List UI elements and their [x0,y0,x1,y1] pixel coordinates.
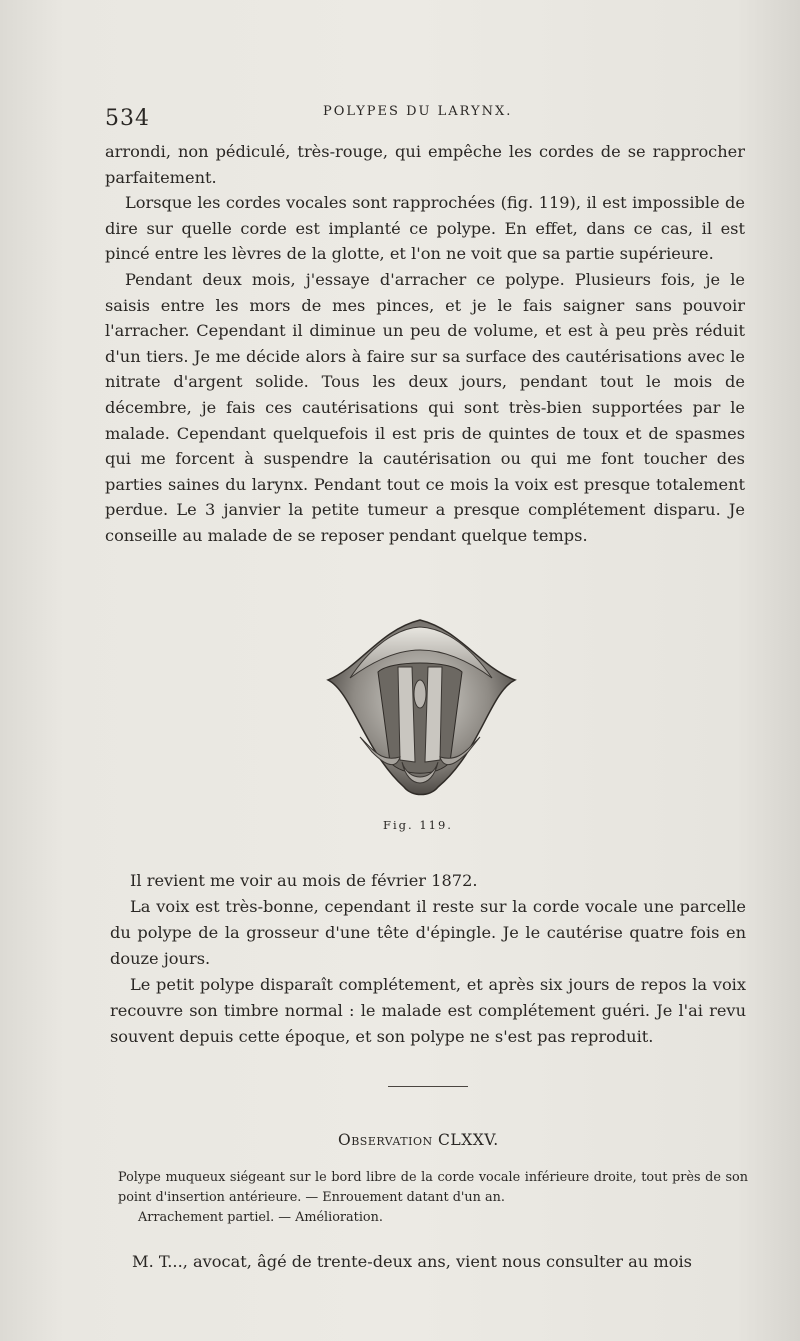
paragraph: Lorsque les cordes vocales sont rapprochées (fig. 119), il est impossible de dire sur quelle corde est implanté ce polype. En effet, dans ce cas, il est pincé entre les lèvres de la glotte, et l'on ne voit que sa partie supérieure. [105,193,745,264]
page-header [105,102,745,132]
summary-line: Arrachement partiel. — Amélioration. [138,1210,383,1225]
paragraph: Pendant deux mois, j'essaye d'arracher ce polype. Plusieurs fois, je le saisis entre les mors de mes pinces, et je le fais saigner sans pouvoir l'arracher. Cependant il diminue un peu de volume, et est à peu près réduit d'un tiers. Je me décide alors à faire sur sa surface des cautérisations avec le nitrate d'argent solide. Tous les deux jours, pendant tout le mois de décembre, je fais ces cautérisations qui sont très-bien supportées par le malade. Cependant quelquefois il est pris de quintes de toux et de spasmes qui me forcent à suspendre la cautérisation ou qui me font toucher des parties saines du larynx. Pendant tout ce mois la voix est presque totalement perdue. Le 3 janvier la petite tumeur a presque complétement disparu. Je conseille au malade de se reposer pendant quelque temps. [105,269,745,545]
paragraph: arrondi, non pédiculé, très-rouge, qui empêche les cordes de se rapprocher parfaitement. [105,142,745,187]
paragraph-first-line: M. T..., avocat, âgé de trente-deux ans, vient nous consulter au mois [132,1252,692,1271]
observation-summary [118,1168,748,1228]
observation-title: Observation CLXXV. [338,1131,499,1149]
running-head: POLYPES DU LARYNX. [323,104,513,119]
text-block-top [105,139,745,549]
larynx-illustration [320,612,520,807]
paragraph: Il revient me voir au mois de février 1872. [130,871,478,890]
paragraph: La voix est très-bonne, cependant il reste sur la corde vocale une parcelle du polype de la grosseur d'une tête d'épingle. Je le cautérise quatre fois en douze jours. [110,897,746,968]
figure-caption: Fig. 119. [383,818,453,832]
page-number: 534 [105,106,150,131]
text-block-bottom [110,868,746,1050]
summary-line: Polype muqueux siégeant sur le bord libre de la corde vocale inférieure droite, tout près de son point d'insertion antérieure. — Enrouement datant d'un an. [118,1170,748,1205]
paragraph: Le petit polype disparaît complétement, et après six jours de repos la voix recouvre son timbre normal : le malade est complétement guéri. Je l'ai revu souvent depuis cette époque, et son polype ne s'est pas reproduit. [110,975,746,1046]
section-divider [388,1086,468,1087]
